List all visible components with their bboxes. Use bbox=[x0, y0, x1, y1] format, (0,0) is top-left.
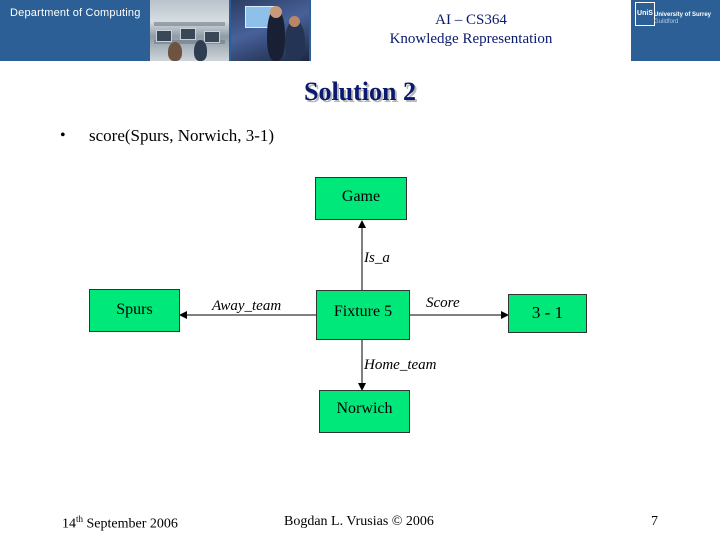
page-number: 7 bbox=[651, 514, 658, 529]
label-home-team: Home_team bbox=[364, 357, 437, 373]
label-away-team: Away_team bbox=[212, 298, 282, 314]
slide-title: Solution 2 bbox=[304, 77, 416, 106]
label-score: Score bbox=[426, 295, 460, 311]
footer-date-suffix: th bbox=[76, 514, 84, 524]
footer-date-day: 14 bbox=[62, 516, 76, 532]
node-norwich: Norwich bbox=[319, 390, 410, 433]
footer-date bbox=[62, 514, 178, 533]
logo-university: University of Surrey bbox=[654, 12, 712, 18]
node-spurs: Spurs bbox=[89, 289, 180, 332]
footer-author: Bogdan L. Vrusias © 2006 bbox=[284, 514, 434, 529]
logo-location: Guildford bbox=[654, 19, 679, 25]
bullet-text: score(Spurs, Norwich, 3-1) bbox=[89, 126, 275, 145]
bullet-marker: • bbox=[60, 127, 66, 144]
course-subject: Knowledge Representation bbox=[389, 31, 553, 47]
label-is-a: Is_a bbox=[364, 250, 390, 266]
node-game: Game bbox=[315, 177, 407, 220]
node-fixture: Fixture 5 bbox=[316, 290, 410, 340]
node-score-value: 3 - 1 bbox=[508, 294, 587, 333]
course-code: AI – CS364 bbox=[435, 12, 507, 28]
unis-logo-mark: UniS bbox=[635, 2, 655, 26]
footer-date-rest: September 2006 bbox=[83, 516, 178, 532]
department-label: Department of Computing bbox=[10, 7, 141, 19]
